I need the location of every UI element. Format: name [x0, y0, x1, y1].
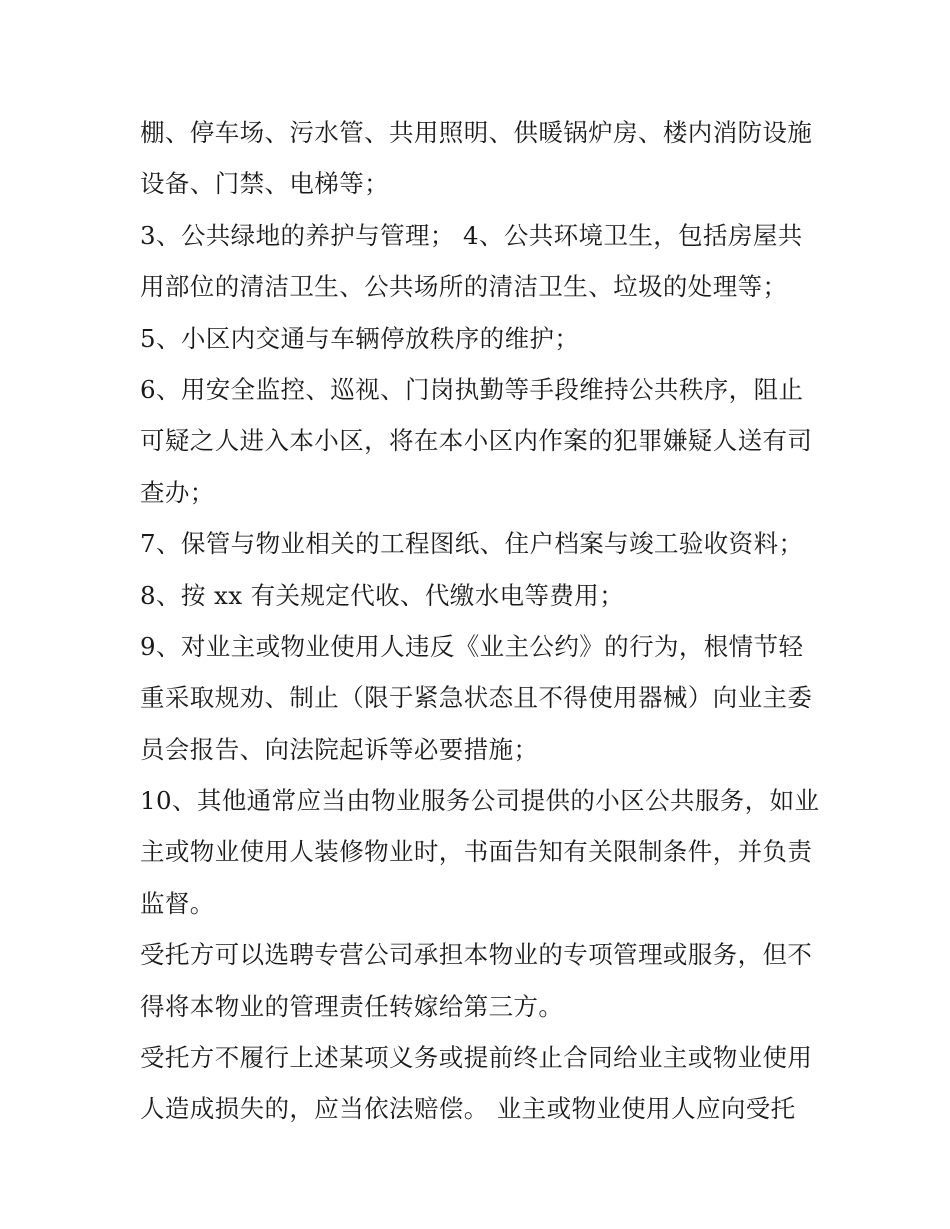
text-line: 主或物业使用人装修物业时，书面告知有关限制条件，并负责 — [140, 837, 813, 867]
text-line: 监督。 — [140, 888, 215, 918]
text-line: 3、公共绿地的养护与管理； 4、公共环境卫生，包括房屋共 — [140, 220, 803, 250]
text-line: 棚、停车场、污水管、共用照明、供暖锅炉房、楼内消防设施 — [140, 118, 813, 147]
text-line: 9、对业主或物业使用人违反《业主公约》的行为，根情节轻 — [140, 631, 804, 661]
text-line: 重采取规劝、制止（限于紧急状态且不得使用器械）向业主委 — [140, 683, 813, 713]
text-line: 受托方可以选聘专营公司承担本物业的专项管理或服务，但不 — [140, 940, 813, 970]
text-line: 10、其他通常应当由物业服务公司提供的小区公共服务，如业 — [140, 786, 820, 816]
text-line: 用部位的清洁卫生、公共场所的清洁卫生、垃圾的处理等； — [140, 272, 788, 302]
document-body — [140, 107, 830, 1135]
text-line: 查办； — [140, 477, 215, 507]
text-line: 5、小区内交通与车辆停放秩序的维护； — [140, 323, 580, 353]
text-line: 7、保管与物业相关的工程图纸、住户档案与竣工验收资料； — [140, 529, 804, 559]
text-line: 可疑之人进入本小区，将在本小区内作案的犯罪嫌疑人送有司 — [140, 426, 813, 456]
text-line: 设备、门禁、电梯等； — [140, 169, 389, 199]
text-line: 6、用安全监控、巡视、门岗执勤等手段维持公共秩序，阻止 — [140, 374, 804, 404]
text-line: 员会报告、向法院起诉等必要措施； — [140, 734, 539, 764]
text-line: 8、按 xx 有关规定代收、代缴水电等费用； — [140, 580, 625, 610]
text-line: 人造成损失的，应当依法赔偿。 业主或物业使用人应向受托 — [140, 1094, 796, 1124]
text-line: 得将本物业的管理责任转嫁给第三方。 — [140, 991, 564, 1021]
text-line: 受托方不履行上述某项义务或提前终止合同给业主或物业使用 — [140, 1043, 813, 1073]
